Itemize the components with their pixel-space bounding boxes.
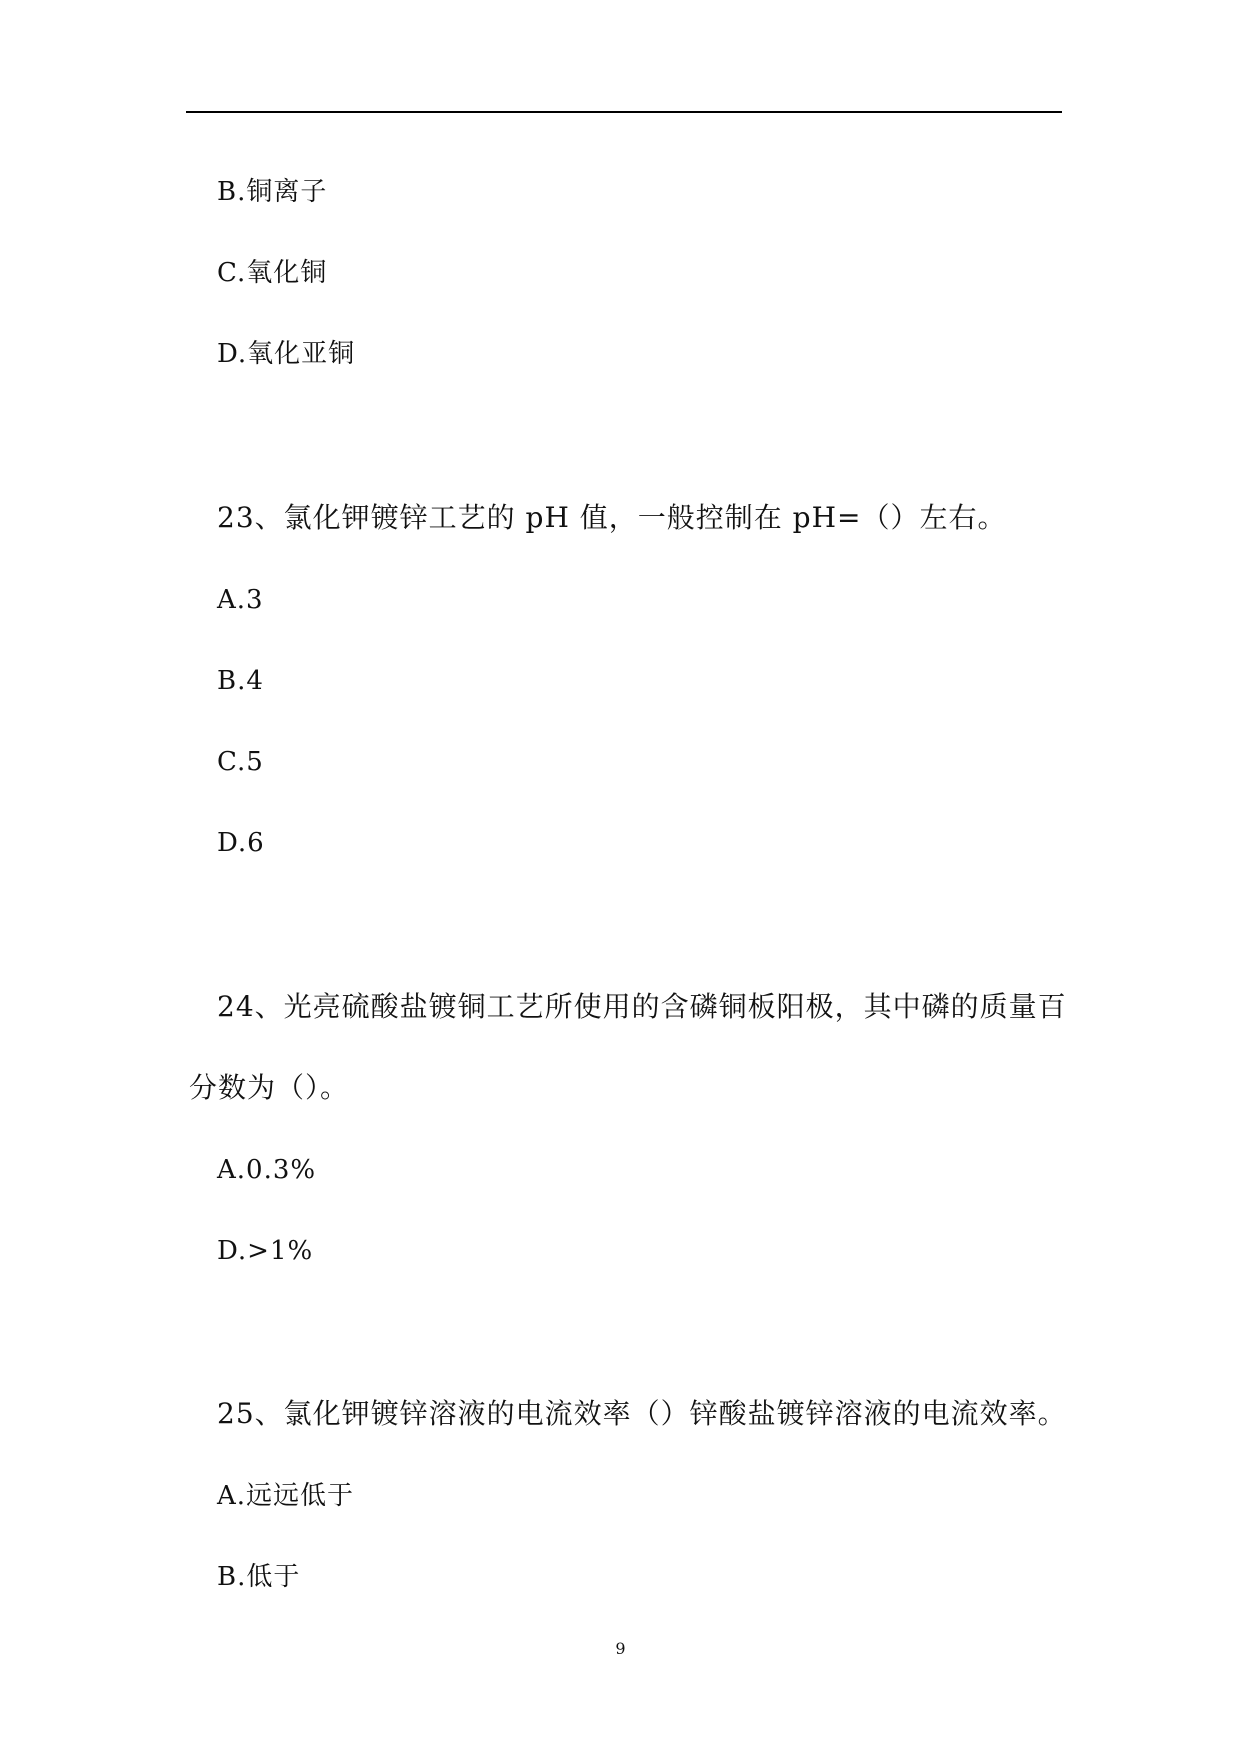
q23-option-d: D.6 [217,828,265,858]
q22-option-d: D.氧化亚铜 [217,339,356,369]
q24-option-a: A.0.3% [217,1155,317,1185]
q22-option-b: B.铜离子 [217,177,328,207]
q23-option-c: C.5 [217,747,264,777]
q24-option-d: D.>1% [217,1236,314,1266]
question-24: 24、光亮硫酸盐镀铜工艺所使用的含磷铜板阳极，其中磷的质量百 [217,990,1067,1023]
question-23: 23、氯化钾镀锌工艺的 pH 值，一般控制在 pH=（）左右。 [217,501,1007,534]
question-25: 25、氯化钾镀锌溶液的电流效率（）锌酸盐镀锌溶液的电流效率。 [217,1397,1067,1430]
q25-option-b: B.低于 [217,1562,301,1592]
header-rule [186,111,1062,113]
q23-option-b: B.4 [217,666,264,696]
question-24-continued: 分数为（）。 [189,1071,350,1104]
q25-option-a: A.远远低于 [217,1481,355,1511]
q23-option-a: A.3 [217,585,264,615]
page-number: 9 [615,1639,626,1658]
q22-option-c: C.氧化铜 [217,258,328,288]
